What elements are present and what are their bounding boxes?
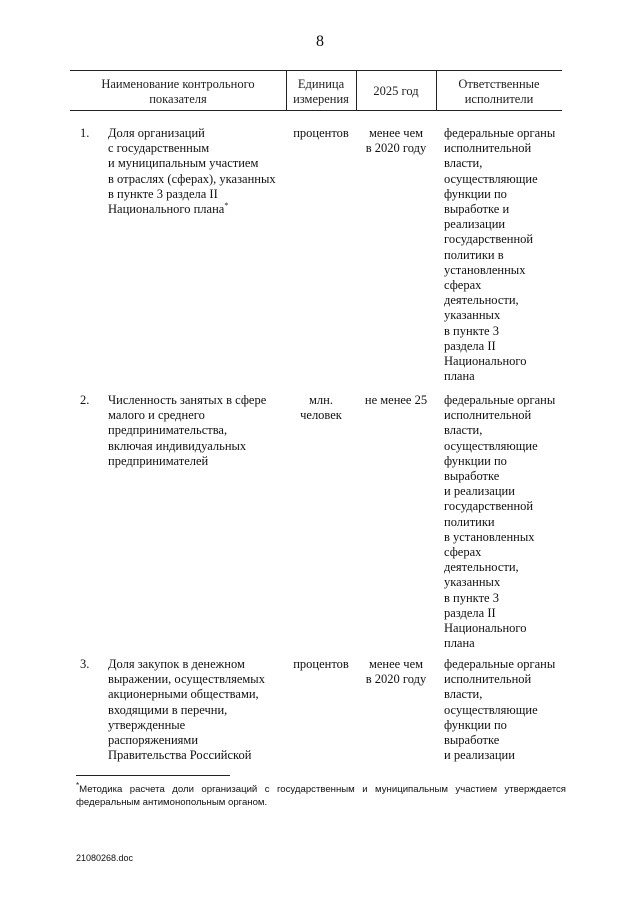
indicator-name-text: Доля организаций с государственным и муниципальным участием в отраслях (сферах), указанных в пункте 3 раздела II Национального плана: [108, 126, 276, 217]
unit: процентов: [293, 126, 349, 140]
header-year: 2025 год: [373, 84, 419, 98]
unit: процентов: [293, 657, 349, 671]
target-value: не менее 25: [364, 393, 428, 407]
footnote: [76, 780, 566, 809]
header-indicator-name: Наименование контрольного показателя: [101, 77, 255, 107]
responsible-executors: федеральные органы исполнительной власти, осуществляющие функции по выработке и реализации государственной политики в установленных сферах деятельности, указанных в пункте 3 раздела II Национального плана: [444, 393, 556, 651]
row-number: 1.: [80, 126, 90, 140]
target-value: менее чем в 2020 году: [365, 126, 427, 156]
row-number: 2.: [80, 393, 90, 407]
table-top-rule: [70, 70, 562, 71]
indicator-name: Численность занятых в сфере малого и среднего предпринимательства, включая индивидуальных предпринимателей: [108, 393, 267, 468]
table-header-bottom-rule: [70, 110, 562, 111]
header-unit: Единица измерения: [293, 77, 349, 107]
responsible-executors: федеральные органы исполнительной власти, осуществляющие функции по выработке и реализации государственной политики в установленных сферах деятельности, указанных в пункте 3 раздела II Национального плана: [444, 126, 556, 384]
page-number: 8: [316, 33, 324, 50]
header-responsible: Ответственные исполнители: [458, 77, 540, 107]
target-value: менее чем в 2020 году: [365, 657, 427, 687]
row-number: 3.: [80, 657, 90, 671]
footnote-text: Методика расчета доли организаций с государственным и муниципальным участием утверждается федеральным антимонопольным органом.: [76, 784, 566, 808]
footnote-separator: [76, 775, 230, 776]
footnote-mark: *: [76, 780, 80, 790]
document-id: 21080268.doc: [76, 853, 134, 863]
footnote-marker: *: [224, 200, 229, 210]
unit: млн. человек: [300, 393, 342, 423]
responsible-executors: федеральные органы исполнительной власти, осуществляющие функции по выработке и реализации: [444, 657, 556, 763]
indicator-name: [108, 126, 286, 217]
indicator-name: Доля закупок в денежном выражении, осуществляемых акционерными обществами, входящими в перечни, утвержденные распоряжениями Правительства Российской: [108, 657, 265, 763]
